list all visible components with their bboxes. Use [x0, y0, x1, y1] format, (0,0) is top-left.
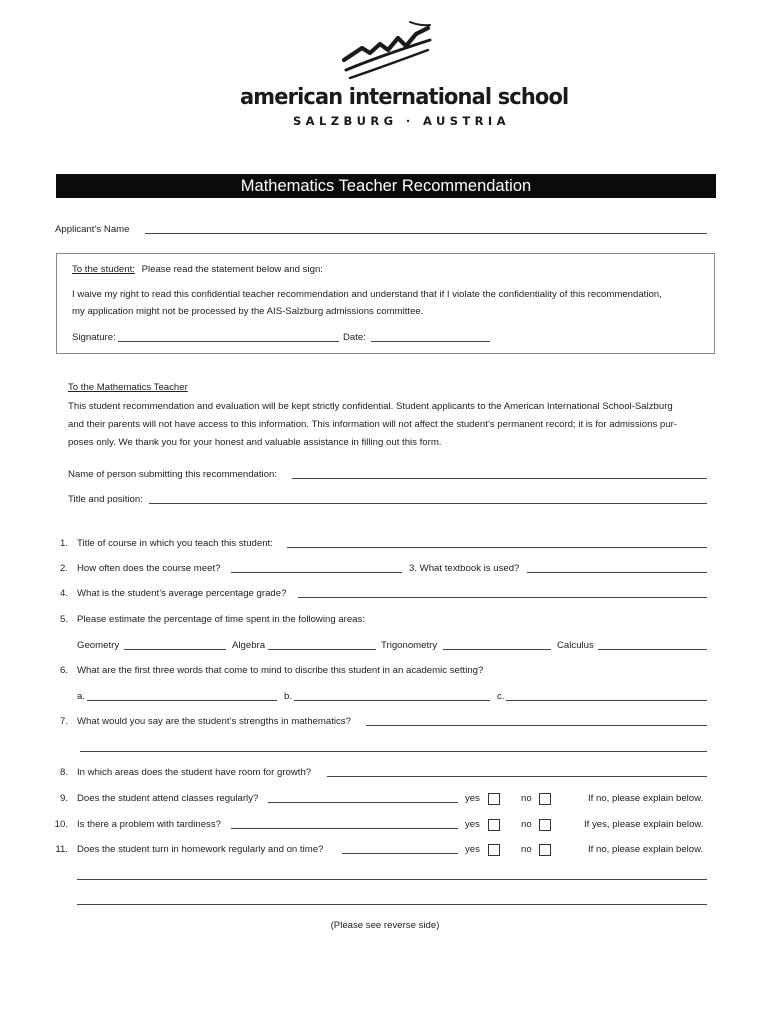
attendance-field[interactable]: [268, 802, 458, 803]
question-8-label: In which areas does the student have room for growth?: [77, 767, 312, 778]
question-7-label: What would you say are the student’s strengths in mathematics?: [77, 716, 351, 727]
question-11-label: Does the student turn in homework regularly and on time?: [77, 844, 324, 855]
document-title: Mathematics Teacher Recommendation: [240, 177, 532, 195]
question-number: 4.: [59, 588, 68, 599]
explanation-line-1[interactable]: [77, 879, 707, 880]
question-9-label: Does the student attend classes regularly?: [77, 793, 259, 804]
question-9-explain-note: If no, please explain below.: [588, 793, 704, 804]
textbook-field[interactable]: [527, 572, 707, 573]
strengths-field[interactable]: [366, 725, 707, 726]
question-number: 8.: [59, 767, 68, 778]
word-slot-c-label: c.: [497, 691, 505, 702]
question-10-explain-note: If yes, please explain below.: [584, 819, 704, 830]
no-label: no: [521, 793, 532, 804]
calculus-percentage-field[interactable]: [598, 649, 707, 650]
school-name: american international school: [240, 84, 569, 110]
waiver-text-line-1: I waive my right to read this confidential teacher recommendation and understand that if I violate the confidentiality of this recommendation,: [72, 289, 662, 300]
geometry-percentage-field[interactable]: [124, 649, 226, 650]
question-6-label: What are the first three words that come to mind to discribe this student in an academic setting?: [77, 665, 484, 676]
homework-no-checkbox[interactable]: [539, 844, 551, 856]
question-number: 11.: [55, 844, 68, 855]
student-box-instruction: Please read the statement below and sign:: [141, 264, 323, 275]
school-location: SALZBURG · AUSTRIA: [293, 114, 510, 128]
course-frequency-field[interactable]: [231, 572, 402, 573]
question-number: 7.: [59, 716, 68, 727]
question-1-label: Title of course in which you teach this student:: [77, 538, 273, 549]
homework-yes-checkbox[interactable]: [488, 844, 500, 856]
area-calculus-label: Calculus: [557, 640, 594, 651]
yes-label: yes: [465, 844, 480, 855]
submitter-name-field[interactable]: [292, 478, 707, 479]
algebra-percentage-field[interactable]: [268, 649, 376, 650]
question-5-label: Please estimate the percentage of time spent in the following areas:: [77, 614, 365, 625]
question-2-label: How often does the course meet?: [77, 563, 221, 574]
question-10-label: Is there a problem with tardiness?: [77, 819, 221, 830]
no-label: no: [521, 819, 532, 830]
word-b-field[interactable]: [294, 700, 490, 701]
applicant-name-label: Applicant’s Name: [55, 224, 130, 235]
no-label: no: [521, 844, 532, 855]
question-number: 6.: [59, 665, 68, 676]
yes-label: yes: [465, 793, 480, 804]
yes-label: yes: [465, 819, 480, 830]
area-geometry-label: Geometry: [77, 640, 120, 651]
attendance-no-checkbox[interactable]: [539, 793, 551, 805]
explanation-line-2[interactable]: [77, 904, 707, 905]
footer-note: (Please see reverse side): [330, 920, 440, 931]
word-slot-b-label: b.: [284, 691, 293, 702]
question-4-label: What is the student’s average percentage grade?: [77, 588, 287, 599]
tardiness-yes-checkbox[interactable]: [488, 819, 500, 831]
date-label: Date:: [343, 332, 366, 343]
question-number: 10.: [54, 819, 68, 830]
school-logo-mountain-icon: [340, 20, 435, 82]
waiver-text-line-2: my application might not be processed by the AIS-Salzburg admissions committee.: [72, 306, 424, 317]
date-field[interactable]: [371, 341, 490, 342]
teacher-para-line-2: and their parents will not have access to this information. This information will not affect the student’s permanent record; it is for admissions pur-: [68, 419, 677, 430]
applicant-name-field[interactable]: [145, 233, 707, 234]
question-number: 5.: [59, 614, 68, 625]
area-trigonometry-label: Trigonometry: [381, 640, 438, 651]
teacher-para-line-3: poses only. We thank you for your honest and valuable assistance in filling out this form.: [68, 437, 442, 448]
question-number: 2.: [59, 563, 68, 574]
submitter-name-label: Name of person submitting this recommendation:: [68, 469, 278, 480]
word-c-field[interactable]: [506, 700, 707, 701]
teacher-section-heading: To the Mathematics Teacher: [68, 382, 188, 393]
average-grade-field[interactable]: [298, 597, 707, 598]
student-box-heading: To the student:: [72, 264, 135, 275]
trigonometry-percentage-field[interactable]: [443, 649, 551, 650]
word-slot-a-label: a.: [77, 691, 86, 702]
tardiness-no-checkbox[interactable]: [539, 819, 551, 831]
title-position-field[interactable]: [149, 503, 707, 504]
attendance-yes-checkbox[interactable]: [488, 793, 500, 805]
question-11-explain-note: If no, please explain below.: [588, 844, 704, 855]
area-algebra-label: Algebra: [232, 640, 266, 651]
signature-label: Signature:: [72, 332, 116, 343]
question-number: 1.: [59, 538, 68, 549]
teacher-para-line-1: This student recommendation and evaluation will be kept strictly confidential. Student applicants to the American International School-Salzburg: [68, 401, 673, 412]
tardiness-field[interactable]: [231, 828, 458, 829]
signature-field[interactable]: [118, 341, 339, 342]
question-number: 9.: [59, 793, 68, 804]
question-3-label: 3. What textbook is used?: [409, 563, 520, 574]
title-position-label: Title and position:: [68, 494, 143, 505]
word-a-field[interactable]: [87, 700, 277, 701]
course-title-field[interactable]: [287, 547, 707, 548]
growth-areas-field[interactable]: [327, 776, 707, 777]
strengths-field-continued[interactable]: [80, 751, 707, 752]
homework-field[interactable]: [342, 853, 458, 854]
